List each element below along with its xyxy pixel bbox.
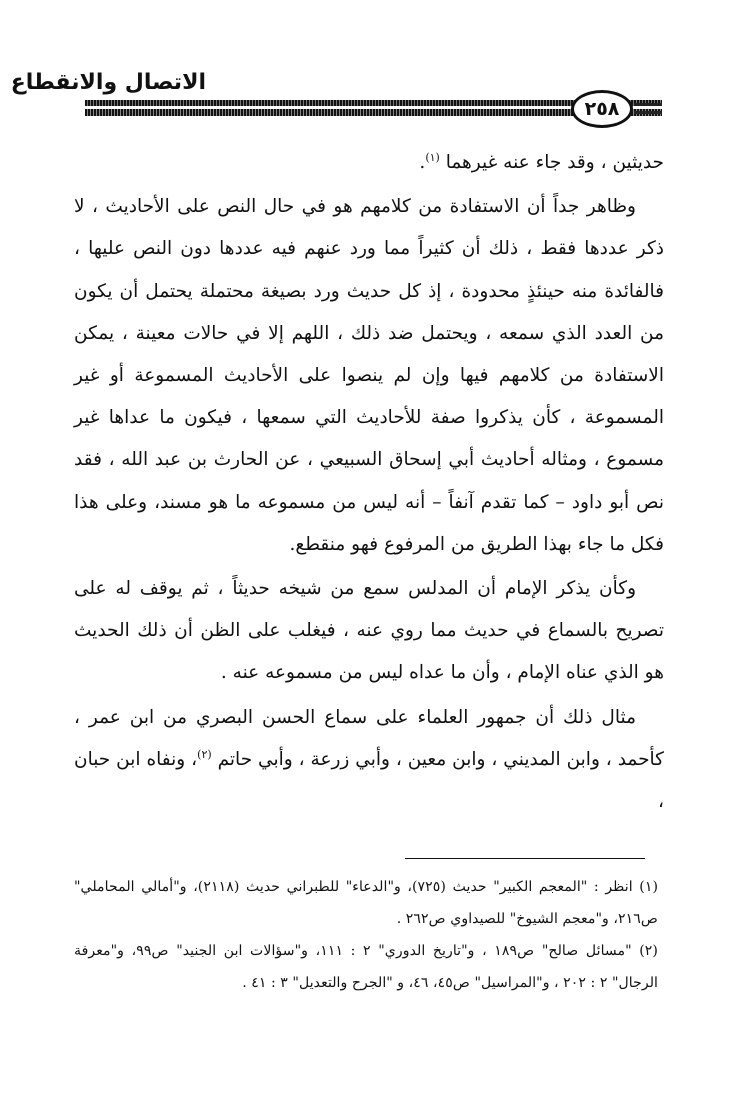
footnote-marker: (١) bbox=[425, 150, 440, 164]
footnote-separator bbox=[405, 858, 645, 859]
page-number-badge bbox=[571, 90, 633, 128]
paragraph bbox=[74, 568, 664, 695]
footnote: (٢) "مسائل صالح" ص١٨٩ ، و"تاريخ الدوري" ٢ : ١١١، و"سؤالات ابن الجنيد" ص٩٩، و"معرفة الرجال" ٢ : ٢٠٢ ، و"المراسيل" ص٤٥، ٤٦، و "الجرح والتعديل" ٣ : ٤١ . bbox=[74, 943, 658, 991]
footnotes bbox=[74, 871, 658, 999]
paragraph-text: مثال ذلك أن جمهور العلماء على سماع الحسن البصري من ابن عمر ، كأحمد ، وابن المديني ، وابن معين ، وأبي زرعة ، وأبي حاتم bbox=[74, 706, 664, 770]
footnote: (١) انظر : "المعجم الكبير" حديث (٧٢٥)، و"الدعاء" للطبراني حديث (٢١١٨)، و"أمالي المحاملي" ص٢١٦، و"معجم الشيوخ" للصيداوي ص٢٦٢ . bbox=[74, 879, 658, 927]
paragraph bbox=[74, 142, 664, 184]
paragraph bbox=[74, 186, 664, 566]
paragraph-text-tail: ، ونفاه ابن حبان ، bbox=[74, 748, 664, 813]
paragraph-text: حديثين ، وقد جاء عنه غيرهما bbox=[445, 152, 664, 173]
header-rule-stub bbox=[634, 103, 662, 106]
paragraph-text: وكأن يذكر الإمام أن المدلس سمع من شيخه حديثاً ، ثم يوقف له على تصريح بالسماع في حديث مما روي عنه ، فيغلب على الظن أن ذلك الحديث هو الذي عناه الإمام ، وأن ما عداه ليس من مسموعه عنه . bbox=[74, 578, 664, 684]
paragraph bbox=[74, 697, 664, 824]
paragraph-text: وظاهر جداً أن الاستفادة من كلامهم هو في حال النص على الأحاديث ، لا ذكر عددها فقط ، ذلك أن كثيراً مما ورد عنهم فيه عددها دون النص عليها ، فالفائدة منه حينئذٍ محدودة ، إذ كل حديث ورد بصيغة محتملة يحتمل أن يكون من العدد الذي سمعه ، ويحتمل ضد ذلك ، اللهم إلا في حالات معينة ، يمكن الاستفادة من كلامهم فيها وإن لم ينصوا على الأحاديث المسموعة أو غير المسموعة ، كأن يذكروا صفة للأحاديث التي سمعها ، فيكون ما عداها غير مسموع ، ومثاله أحاديث أبي إسحاق السبيعي ، عن الحارث بن عبد الله ، فقد نص أبو داود – كما تقدم آنفاً – أنه ليس من مسموعه ما هو مسند، وعلى هذا فكل ما جاء بهذا الطريق من المرفوع فهو منقطع. bbox=[74, 196, 664, 555]
header-rule-stub bbox=[634, 111, 662, 114]
main-text bbox=[74, 142, 664, 823]
running-title: الاتصال والانقطاع bbox=[10, 70, 206, 95]
footnote-marker: (٢) bbox=[197, 747, 212, 761]
page-number: ٢٥٨ bbox=[584, 97, 620, 120]
paragraph-text-tail: . bbox=[419, 152, 426, 173]
